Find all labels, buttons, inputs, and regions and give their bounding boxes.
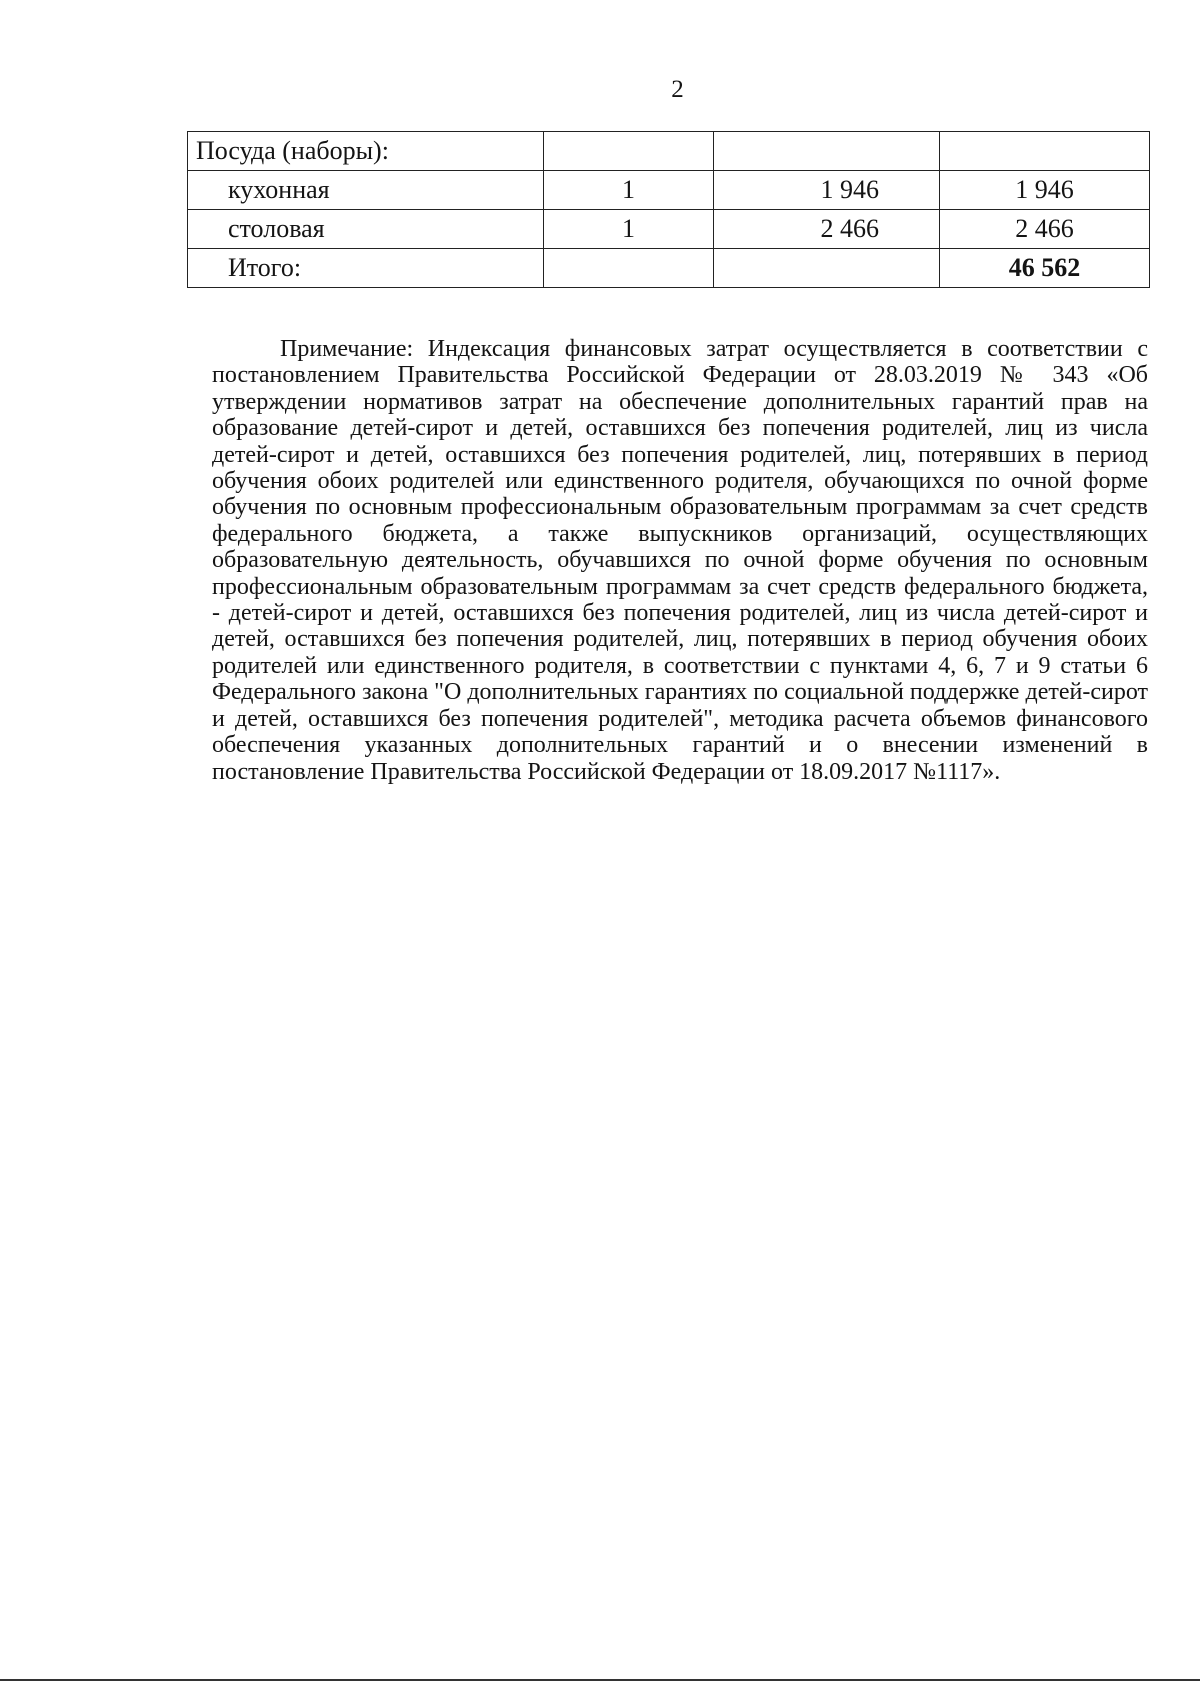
total-label-cell: Итого: (188, 249, 544, 288)
price-cell: 2 466 (714, 210, 940, 249)
quantity-cell (544, 249, 714, 288)
item-name-cell: столовая (188, 210, 544, 249)
price-cell (714, 132, 940, 171)
note-paragraph: Примечание: Индексация финансовых затрат осуществляется в соответствии с постановлением Правительства Российской Федерации от 28.03.2019 № 343 «Об утверждении нормативов затрат на обеспечение дополнительных гарантий прав на образование детей-сирот и детей, оставшихся без попечения родителей, лиц из числа детей-сирот и детей, оставшихся без попечения родителей, лиц, потерявших в период обучения обоих родителей или единственного родителя, обучающихся по очной форме обучения по основным профессиональным образовательным программам за счет средств федерального бюджета, а также выпускников организаций, осуществляющих образовательную деятельность, обучавшихся по очной форме обучения по основным профессиональным образовательным программам за счет средств федерального бюджета, - детей-сирот и детей, оставшихся без попечения родителей, лиц из числа детей-сирот и детей, оставшихся без попечения родителей, лиц, потерявших в период обучения обоих родителей или единственного родителя, в соответствии с пунктами 4, 6, 7 и 9 статьи 6 Федерального закона "О дополнительных гарантиях по социальной поддержке детей-сирот и детей, оставшихся без попечения родителей", методика расчета объемов финансового обеспечения указанных дополнительных гарантий и о внесении изменений в постановление Правительства Российской Федерации от 18.09.2017 №1117». (212, 336, 1148, 785)
total-cell (940, 132, 1150, 171)
grand-total-cell: 46 562 (940, 249, 1150, 288)
price-cell (714, 249, 940, 288)
page-number: 2 (671, 76, 684, 103)
table-row (188, 171, 1150, 210)
table-row (188, 132, 1150, 171)
quantity-cell (544, 132, 714, 171)
total-cell: 2 466 (940, 210, 1150, 249)
total-cell: 1 946 (940, 171, 1150, 210)
page-bottom-rule (0, 1679, 1200, 1681)
table-row (188, 210, 1150, 249)
item-name-cell: Посуда (наборы): (188, 132, 544, 171)
item-name-cell: кухонная (188, 171, 544, 210)
price-cell: 1 946 (714, 171, 940, 210)
table-row-total (188, 249, 1150, 288)
cost-table (187, 131, 1150, 288)
quantity-cell: 1 (544, 171, 714, 210)
quantity-cell: 1 (544, 210, 714, 249)
